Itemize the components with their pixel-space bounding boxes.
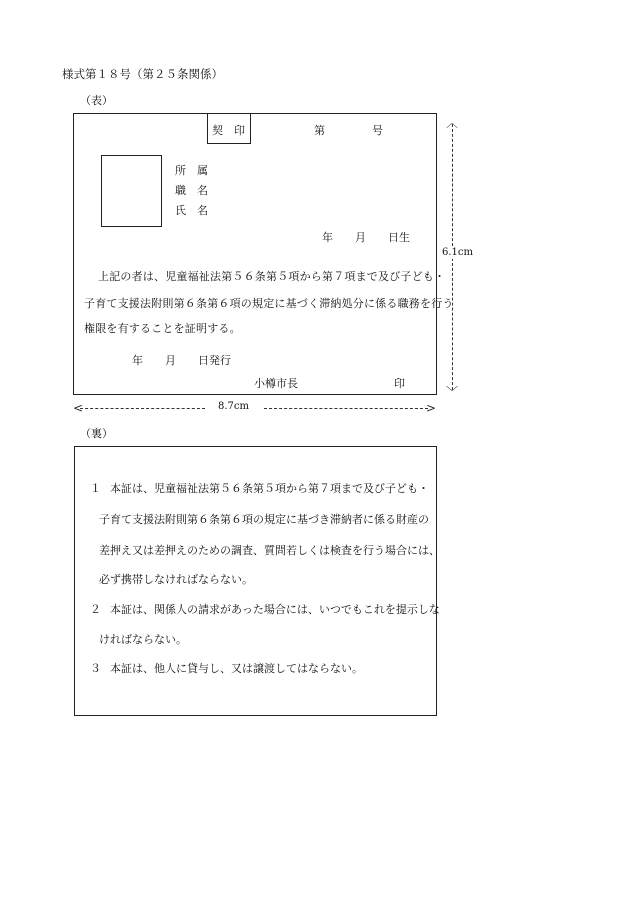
width-dimension-label: 8.7cm [218, 401, 249, 412]
arrow-right-icon: > [426, 401, 437, 415]
number-go: 号 [372, 124, 383, 137]
certificate-text-line: 権限を有することを証明する。 [84, 322, 241, 335]
item-text-line: 差押え又は差押えのための調査、質問若しくは検査を行う場合には、 [99, 544, 440, 557]
back-label: （裏） [80, 427, 113, 440]
item-number: ３ [90, 662, 101, 675]
certificate-text-line: 上記の者は、児童福祉法第５６条第５項から第７項まで及び子ども・ [98, 270, 446, 283]
field-position: 職 名 [175, 184, 208, 197]
number-dai: 第 [314, 124, 325, 137]
arrow-down-icon: ﹀ [446, 385, 459, 399]
item-text-line: 必ず携帯しなければならない。 [99, 573, 253, 586]
width-dimension-line [264, 408, 428, 409]
front-label: （表） [80, 94, 113, 107]
photo-box [101, 155, 162, 227]
issuer-seal: 印 [394, 377, 405, 390]
item-number: ２ [90, 603, 101, 616]
width-dimension-line [80, 408, 205, 409]
height-dimension-label: 6.1cm [442, 247, 473, 258]
item-text-line: 子育て支援法附則第６条第６項の規定に基づき滞納者に係る財産の [99, 513, 429, 526]
issuer-name: 小樽市長 [254, 377, 298, 390]
birth-line: 年 月 日生 [322, 231, 410, 244]
field-affiliation: 所 属 [175, 164, 208, 177]
item-text-line: 本証は、他人に貸与し、又は譲渡してはならない。 [110, 662, 363, 675]
form-title: 様式第１８号（第２５条関係） [62, 67, 223, 81]
field-name: 氏 名 [175, 204, 208, 217]
issue-date-line: 年 月 日発行 [132, 354, 231, 367]
item-text-line: 本証は、関係人の請求があった場合には、いつでもこれを提示しな [110, 603, 440, 616]
item-text-line: ければならない。 [99, 633, 187, 646]
item-number: １ [90, 482, 101, 495]
arrow-up-icon: ︿ [446, 116, 459, 130]
tally-seal-label: 契 印 [212, 124, 245, 137]
arrow-left-icon: < [73, 401, 84, 415]
item-text-line: 本証は、児童福祉法第５６条第５項から第７項まで及び子ども・ [110, 482, 429, 495]
certificate-text-line: 子育て支援法附則第６条第６項の規定に基づく滞納処分に係る職務を行う [84, 297, 454, 310]
